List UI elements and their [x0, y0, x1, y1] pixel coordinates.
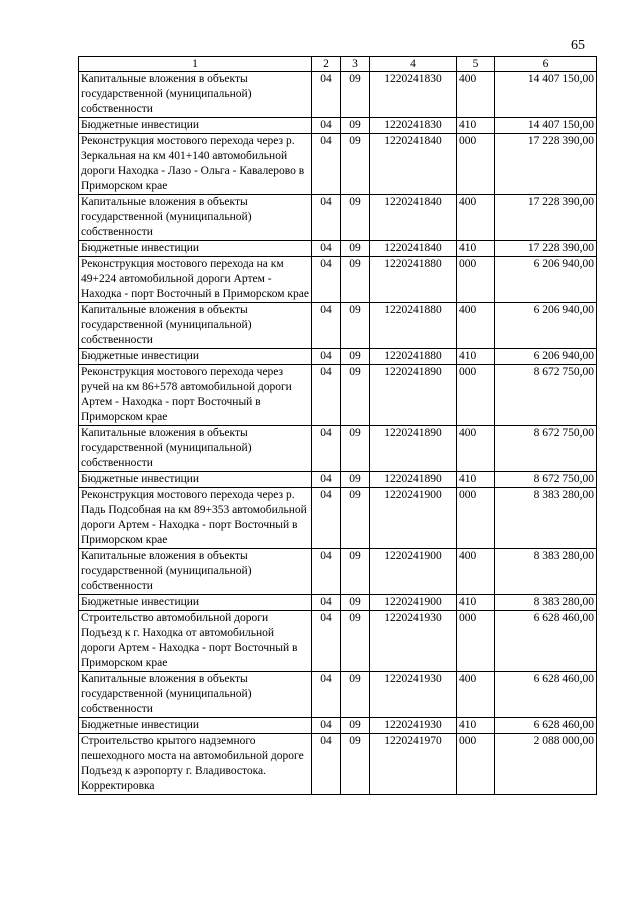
section-code-cell: 04: [312, 718, 341, 734]
item-name-cell: Капитальные вложения в объекты государственной (муниципальной) собственности: [79, 672, 312, 718]
table-row: [79, 472, 597, 488]
target-article-cell: 1220241900: [370, 595, 457, 611]
expense-type-cell: 400: [457, 426, 495, 472]
subsection-code-cell: 09: [341, 611, 370, 672]
item-name-cell: Бюджетные инвестиции: [79, 595, 312, 611]
expense-type-cell: 410: [457, 718, 495, 734]
section-code-cell: 04: [312, 611, 341, 672]
item-name-cell: Бюджетные инвестиции: [79, 349, 312, 365]
page-number: 65: [571, 38, 585, 53]
target-article-cell: 1220241890: [370, 365, 457, 426]
subsection-code-cell: 09: [341, 549, 370, 595]
expense-type-cell: 000: [457, 257, 495, 303]
expense-type-cell: 410: [457, 241, 495, 257]
target-article-cell: 1220241880: [370, 349, 457, 365]
expense-type-cell: 410: [457, 595, 495, 611]
expense-type-cell: 400: [457, 195, 495, 241]
section-code-cell: 04: [312, 349, 341, 365]
table-row: [79, 118, 597, 134]
table-row: [79, 134, 597, 195]
target-article-cell: 1220241930: [370, 718, 457, 734]
header-col-2: 2: [312, 57, 341, 72]
subsection-code-cell: 09: [341, 672, 370, 718]
table-row: [79, 488, 597, 549]
item-name-cell: Реконструкция мостового перехода через р. Зеркальная на км 401+140 автомобильной дороги Находка - Лазо - Ольга - Кавалерово в Приморском крае: [79, 134, 312, 195]
header-col-6: 6: [495, 57, 597, 72]
expense-type-cell: 000: [457, 611, 495, 672]
subsection-code-cell: 09: [341, 472, 370, 488]
budget-table: [78, 56, 597, 795]
table-row: [79, 72, 597, 118]
subsection-code-cell: 09: [341, 195, 370, 241]
target-article-cell: 1220241900: [370, 488, 457, 549]
target-article-cell: 1220241880: [370, 257, 457, 303]
target-article-cell: 1220241830: [370, 72, 457, 118]
section-code-cell: 04: [312, 118, 341, 134]
item-name-cell: Капитальные вложения в объекты государственной (муниципальной) собственности: [79, 72, 312, 118]
item-name-cell: Капитальные вложения в объекты государственной (муниципальной) собственности: [79, 303, 312, 349]
section-code-cell: 04: [312, 303, 341, 349]
table-header-row: [79, 57, 597, 72]
section-code-cell: 04: [312, 488, 341, 549]
header-col-1: 1: [79, 57, 312, 72]
expense-type-cell: 410: [457, 118, 495, 134]
expense-type-cell: 400: [457, 72, 495, 118]
amount-cell: 17 228 390,00: [495, 134, 597, 195]
expense-type-cell: 410: [457, 349, 495, 365]
amount-cell: 6 206 940,00: [495, 349, 597, 365]
amount-cell: 14 407 150,00: [495, 118, 597, 134]
item-name-cell: Реконструкция мостового перехода на км 49+224 автомобильной дороги Артем - Находка - порт Восточный в Приморском крае: [79, 257, 312, 303]
subsection-code-cell: 09: [341, 488, 370, 549]
expense-type-cell: 400: [457, 672, 495, 718]
item-name-cell: Бюджетные инвестиции: [79, 718, 312, 734]
amount-cell: 6 628 460,00: [495, 672, 597, 718]
subsection-code-cell: 09: [341, 257, 370, 303]
amount-cell: 8 383 280,00: [495, 595, 597, 611]
section-code-cell: 04: [312, 241, 341, 257]
target-article-cell: 1220241830: [370, 118, 457, 134]
target-article-cell: 1220241900: [370, 549, 457, 595]
expense-type-cell: 400: [457, 303, 495, 349]
subsection-code-cell: 09: [341, 365, 370, 426]
table-row: [79, 595, 597, 611]
section-code-cell: 04: [312, 595, 341, 611]
amount-cell: 17 228 390,00: [495, 195, 597, 241]
table-row: [79, 734, 597, 795]
subsection-code-cell: 09: [341, 118, 370, 134]
subsection-code-cell: 09: [341, 595, 370, 611]
subsection-code-cell: 09: [341, 734, 370, 795]
target-article-cell: 1220241890: [370, 472, 457, 488]
expense-type-cell: 410: [457, 472, 495, 488]
expense-type-cell: 000: [457, 488, 495, 549]
amount-cell: 8 672 750,00: [495, 472, 597, 488]
amount-cell: 6 628 460,00: [495, 718, 597, 734]
expense-type-cell: 400: [457, 549, 495, 595]
header-col-5: 5: [457, 57, 495, 72]
header-col-3: 3: [341, 57, 370, 72]
subsection-code-cell: 09: [341, 718, 370, 734]
amount-cell: 8 672 750,00: [495, 365, 597, 426]
table-row: [79, 349, 597, 365]
amount-cell: 2 088 000,00: [495, 734, 597, 795]
table-row: [79, 195, 597, 241]
table-row: [79, 718, 597, 734]
target-article-cell: 1220241890: [370, 426, 457, 472]
target-article-cell: 1220241880: [370, 303, 457, 349]
amount-cell: 8 383 280,00: [495, 549, 597, 595]
section-code-cell: 04: [312, 472, 341, 488]
table-row: [79, 241, 597, 257]
section-code-cell: 04: [312, 734, 341, 795]
item-name-cell: Капитальные вложения в объекты государственной (муниципальной) собственности: [79, 549, 312, 595]
amount-cell: 17 228 390,00: [495, 241, 597, 257]
target-article-cell: 1220241970: [370, 734, 457, 795]
amount-cell: 8 672 750,00: [495, 426, 597, 472]
amount-cell: 6 206 940,00: [495, 303, 597, 349]
target-article-cell: 1220241930: [370, 672, 457, 718]
item-name-cell: Строительство автомобильной дороги Подъезд к г. Находка от автомобильной дороги Артем - Находка - порт Восточный в Приморском крае: [79, 611, 312, 672]
subsection-code-cell: 09: [341, 349, 370, 365]
target-article-cell: 1220241840: [370, 134, 457, 195]
table-row: [79, 426, 597, 472]
table-row: [79, 257, 597, 303]
item-name-cell: Капитальные вложения в объекты государственной (муниципальной) собственности: [79, 195, 312, 241]
subsection-code-cell: 09: [341, 426, 370, 472]
section-code-cell: 04: [312, 426, 341, 472]
amount-cell: 6 628 460,00: [495, 611, 597, 672]
table-row: [79, 549, 597, 595]
item-name-cell: Реконструкция мостового перехода через ручей на км 86+578 автомобильной дороги Артем - Находка - порт Восточный в Приморском крае: [79, 365, 312, 426]
subsection-code-cell: 09: [341, 303, 370, 349]
section-code-cell: 04: [312, 195, 341, 241]
target-article-cell: 1220241840: [370, 241, 457, 257]
amount-cell: 8 383 280,00: [495, 488, 597, 549]
header-col-4: 4: [370, 57, 457, 72]
table-row: [79, 365, 597, 426]
expense-type-cell: 000: [457, 365, 495, 426]
subsection-code-cell: 09: [341, 134, 370, 195]
section-code-cell: 04: [312, 134, 341, 195]
table-row: [79, 303, 597, 349]
item-name-cell: Капитальные вложения в объекты государственной (муниципальной) собственности: [79, 426, 312, 472]
target-article-cell: 1220241840: [370, 195, 457, 241]
section-code-cell: 04: [312, 672, 341, 718]
table-row: [79, 672, 597, 718]
section-code-cell: 04: [312, 257, 341, 303]
subsection-code-cell: 09: [341, 241, 370, 257]
item-name-cell: Бюджетные инвестиции: [79, 118, 312, 134]
amount-cell: 6 206 940,00: [495, 257, 597, 303]
subsection-code-cell: 09: [341, 72, 370, 118]
target-article-cell: 1220241930: [370, 611, 457, 672]
expense-type-cell: 000: [457, 134, 495, 195]
section-code-cell: 04: [312, 365, 341, 426]
section-code-cell: 04: [312, 549, 341, 595]
item-name-cell: Строительство крытого надземного пешеходного моста на автомобильной дороге Подъезд к аэропорту г. Владивостока. Корректировка: [79, 734, 312, 795]
table-row: [79, 611, 597, 672]
amount-cell: 14 407 150,00: [495, 72, 597, 118]
expense-type-cell: 000: [457, 734, 495, 795]
table-body: [79, 72, 597, 795]
section-code-cell: 04: [312, 72, 341, 118]
item-name-cell: Бюджетные инвестиции: [79, 241, 312, 257]
item-name-cell: Реконструкция мостового перехода через р. Падь Подсобная на км 89+353 автомобильной дороги Артем - Находка - порт Восточный в Приморском крае: [79, 488, 312, 549]
item-name-cell: Бюджетные инвестиции: [79, 472, 312, 488]
